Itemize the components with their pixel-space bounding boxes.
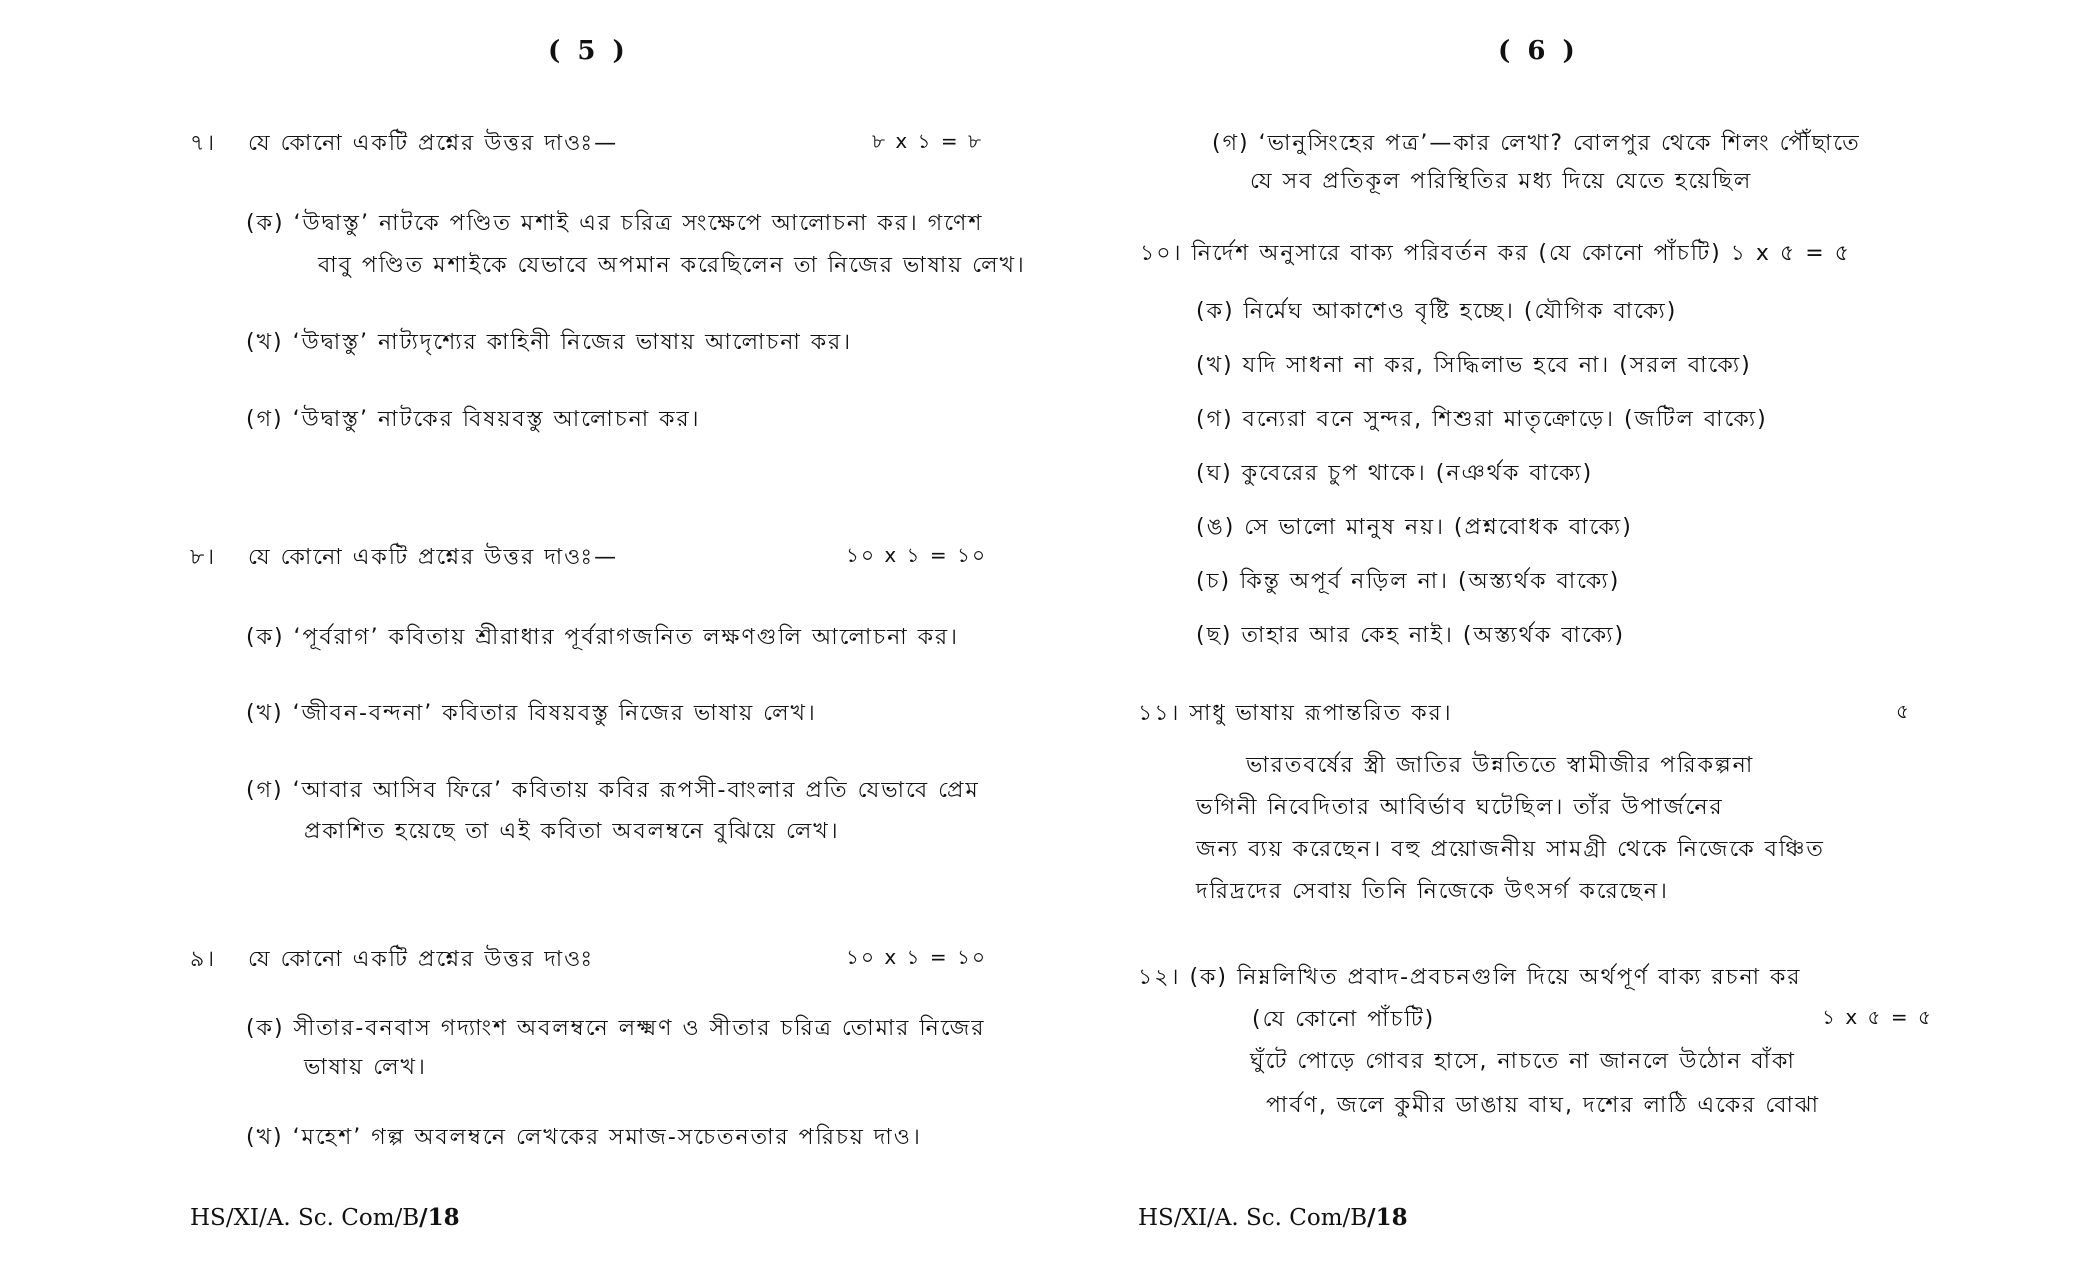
question-10-option-gha: (ঘ) কুবেরের চুপ থাকে। (নঞর্থক বাক্যে) <box>1196 461 1594 486</box>
page-number-left: ( 5 ) <box>548 36 629 66</box>
footer-page-count: /18 <box>419 1204 460 1231</box>
question-11-marks: ৫ <box>1896 699 1911 723</box>
question-12-subheader: (যে কোনো পাঁচটি) <box>1252 1007 1436 1032</box>
question-10-option-cha: (চ) কিন্তু অপূর্ব নড়িল না। (অস্ত্যর্থক বাক্যে) <box>1196 569 1621 594</box>
question-12-line-1: ঘুঁটে পোড়ে গোবর হাসে, নাচতে না জানলে উঠোন বাঁকা <box>1250 1049 1796 1074</box>
question-7-option-kha: (খ) ‘উদ্বাস্তু’ নাট্যদৃশ্যের কাহিনী নিজের ভাষায় আলোচনা কর। <box>246 330 853 355</box>
question-9-option-ka-cont: ভাষায় লেখ। <box>304 1055 427 1080</box>
question-8-number: ৮। <box>190 545 217 570</box>
footer-page-count: /18 <box>1367 1204 1408 1231</box>
question-7-marks: ৮ x ১ = ৮ <box>872 129 983 153</box>
question-7-option-ka: (ক) ‘উদ্বাস্তু’ নাটকে পণ্ডিত মশাই এর চরিত্র সংক্ষেপে আলোচনা কর। গণেশ <box>246 211 984 236</box>
question-12-line-2: পার্বণ, জলে কুমীর ডাঙায় বাঘ, দশের লাঠি একের বোঝা <box>1266 1093 1820 1118</box>
question-9-instruction: যে কোনো একটি প্রশ্নের উত্তর দাওঃ <box>248 947 595 972</box>
question-6-option-ga-cont: যে সব প্রতিকূল পরিস্থিতির মধ্য দিয়ে যেতে হয়েছিল <box>1250 169 1753 194</box>
question-10-option-kha: (খ) যদি সাধনা না কর, সিদ্ধিলাভ হবে না। (সরল বাক্যে) <box>1196 353 1752 378</box>
question-9-number: ৯। <box>190 947 217 972</box>
question-10-option-ka: (ক) নির্মেঘ আকাশেও বৃষ্টি হচ্ছে। (যৌগিক বাক্যে) <box>1196 299 1678 324</box>
question-11-header: ১১। সাধু ভাষায় রূপান্তরিত কর। <box>1138 701 1453 726</box>
question-6-option-ga: (গ) ‘ভানুসিংহের পত্র’—কার লেখা? বোলপুর থেকে শিলং পৌঁছাতে <box>1212 131 1861 156</box>
question-10-option-chha: (ছ) তাহার আর কেহ নাই। (অস্ত্যর্থক বাক্যে) <box>1196 623 1626 648</box>
footer-code-text: HS/XI/A. Sc. Com/B <box>1138 1205 1368 1231</box>
question-7-instruction: যে কোনো একটি প্রশ্নের উত্তর দাওঃ— <box>248 131 619 156</box>
question-8-option-ga-cont: প্রকাশিত হয়েছে তা এই কবিতা অবলম্বনে বুঝিয়ে লেখ। <box>304 819 840 844</box>
question-10-option-uma: (ঙ) সে ভালো মানুষ নয়। (প্রশ্নবোধক বাক্যে) <box>1196 515 1633 540</box>
question-7-option-ka-cont: বাবু পণ্ডিত মশাইকে যেভাবে অপমান করেছিলেন তা নিজের ভাষায় লেখ। <box>318 253 1026 278</box>
question-12-marks: ১ x ৫ = ৫ <box>1822 1005 1933 1029</box>
footer-code-left <box>190 1204 460 1231</box>
question-7-number: ৭। <box>190 131 217 156</box>
question-9-option-ka: (ক) সীতার-বনবাস গদ্যাংশ অবলম্বনে লক্ষ্মণ ও সীতার চরিত্র তোমার নিজের <box>246 1016 986 1041</box>
question-11-line-3: জন্য ব্যয় করেছেন। বহু প্রয়োজনীয় সামগ্রী থেকে নিজেকে বঞ্চিত <box>1196 837 1825 862</box>
footer-code-text: HS/XI/A. Sc. Com/B <box>190 1205 420 1231</box>
footer-code-right <box>1138 1204 1408 1231</box>
question-8-option-ga: (গ) ‘আবার আসিব ফিরে’ কবিতায় কবির রূপসী-বাংলার প্রতি যেভাবে প্রেম <box>246 778 980 803</box>
question-10-header: ১০। নির্দেশ অনুসারে বাক্য পরিবর্তন কর (যে কোনো পাঁচটি) ১ x ৫ = ৫ <box>1140 241 1851 266</box>
question-8-instruction: যে কোনো একটি প্রশ্নের উত্তর দাওঃ— <box>248 545 619 570</box>
question-8-marks: ১০ x ১ = ১০ <box>846 543 987 567</box>
question-10-option-ga: (গ) বন্যেরা বনে সুন্দর, শিশুরা মাতৃক্রোড়ে। (জটিল বাক্যে) <box>1196 407 1768 432</box>
question-7-option-ga: (গ) ‘উদ্বাস্তু’ নাটকের বিষয়বস্তু আলোচনা কর। <box>246 407 701 432</box>
question-11-line-1: ভারতবর্ষের স্ত্রী জাতির উন্নতিতে স্বামীজীর পরিকল্পনা <box>1246 753 1755 778</box>
question-8-option-kha: (খ) ‘জীবন-বন্দনা’ কবিতার বিষয়বস্তু নিজের ভাষায় লেখ। <box>246 701 817 726</box>
question-11-line-4: দরিদ্রদের সেবায় তিনি নিজেকে উৎসর্গ করেছেন। <box>1196 879 1669 904</box>
question-12-header: ১২। (ক) নিম্নলিখিত প্রবাদ-প্রবচনগুলি দিয়ে অর্থপূর্ণ বাক্য রচনা কর <box>1138 965 1802 990</box>
page-number-right: ( 6 ) <box>1498 36 1579 66</box>
question-9-marks: ১০ x ১ = ১০ <box>846 945 987 969</box>
question-11-line-2: ভগিনী নিবেদিতার আবির্ভাব ঘটেছিল। তাঁর উপার্জনের <box>1196 795 1724 820</box>
question-9-option-kha: (খ) ‘মহেশ’ গল্প অবলম্বনে লেখকের সমাজ-সচেতনতার পরিচয় দাও। <box>246 1125 922 1150</box>
question-8-option-ka: (ক) ‘পূর্বরাগ’ কবিতায় শ্রীরাধার পূর্বরাগজনিত লক্ষণগুলি আলোচনা কর। <box>246 625 959 650</box>
